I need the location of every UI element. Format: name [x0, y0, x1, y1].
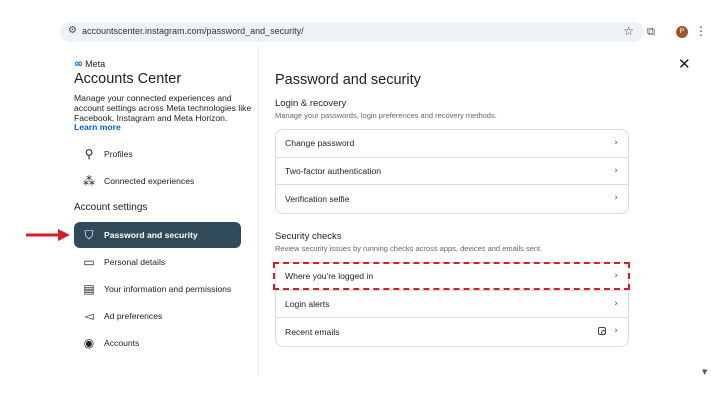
meta-infinity-icon: ∞	[74, 57, 84, 70]
nav-item-accounts[interactable]	[74, 330, 241, 356]
security-checks-description: Review security issues by running checks across apps, devices and emails sent.	[275, 244, 543, 253]
login-recovery-description: Manage your passwords, login preferences and recovery methods.	[275, 111, 497, 120]
nav-item-connected-experiences[interactable]	[74, 168, 241, 194]
nav-item-personal-details[interactable]	[74, 249, 241, 275]
chevron-right-icon: ›	[614, 138, 618, 148]
chevron-right-icon: ›	[614, 298, 618, 309]
row-label: Verification selfie	[285, 193, 350, 204]
megaphone-icon: ◅	[84, 309, 94, 323]
connected-icon: ⁂	[83, 174, 95, 188]
account-settings-heading: Account settings	[74, 202, 148, 213]
browser-menu-icon[interactable]: ⋮	[695, 24, 707, 38]
site-info-icon[interactable]: ⚙	[68, 25, 77, 36]
page-title: Password and security	[275, 72, 421, 88]
chevron-right-icon: ›	[614, 193, 618, 203]
row-label: Where you're logged in	[285, 271, 374, 282]
verification-selfie-row[interactable]	[276, 185, 628, 213]
account-circle-icon: ◉	[83, 336, 95, 350]
red-arrow-icon	[26, 229, 70, 241]
instagram-icon	[598, 327, 606, 335]
login-alerts-row[interactable]	[276, 291, 628, 319]
person-icon: ⚲	[84, 147, 94, 161]
chevron-right-icon: ›	[614, 271, 618, 281]
shield-icon: ⛉	[84, 227, 94, 242]
nav-label: Connected experiences	[104, 176, 195, 186]
recent-emails-row[interactable]	[276, 318, 628, 346]
nav-label: Accounts	[104, 338, 140, 348]
nav-label: Password and security	[104, 230, 198, 240]
close-icon[interactable]: ✕	[678, 55, 691, 73]
url-text[interactable]: accountscenter.instagram.com/password_and_security/	[82, 26, 304, 36]
nav-item-profiles[interactable]	[74, 141, 241, 167]
extensions-icon[interactable]: ⧉	[647, 25, 655, 38]
security-checks-heading: Security checks	[275, 231, 342, 242]
document-icon: ▤	[83, 282, 95, 296]
row-label: Login alerts	[285, 298, 330, 309]
id-card-icon: ▭	[83, 255, 95, 269]
accounts-center-title: Accounts Center	[74, 71, 182, 87]
nav-item-password-and-security[interactable]	[74, 222, 241, 248]
chevron-right-icon: ›	[614, 326, 618, 336]
profile-avatar[interactable]: P	[676, 26, 688, 38]
address-bar[interactable]	[60, 22, 644, 42]
accounts-center-description: Manage your connected experiences and account settings across Meta technologies like Facebook, Instagram and Meta Horizon.	[74, 93, 252, 123]
nav-label: Your information and permissions	[104, 284, 232, 294]
nav-item-your-information[interactable]	[74, 276, 241, 302]
security-checks-card	[275, 262, 629, 347]
nav-label: Ad preferences	[104, 311, 163, 321]
meta-logo	[74, 57, 105, 70]
two-factor-row[interactable]	[276, 158, 628, 186]
nav-item-ad-preferences[interactable]	[74, 303, 241, 329]
change-password-row[interactable]	[276, 130, 628, 158]
nav-label: Personal details	[104, 257, 166, 267]
chevron-right-icon: ›	[614, 165, 618, 176]
browser-toolbar	[0, 20, 711, 44]
learn-more-link[interactable]: Learn more	[74, 122, 121, 132]
login-recovery-heading: Login & recovery	[275, 98, 347, 109]
panel-divider	[258, 46, 259, 376]
login-recovery-card	[275, 129, 629, 214]
bookmark-star-icon[interactable]: ☆	[623, 24, 634, 38]
scroll-down-icon[interactable]: ▼	[702, 368, 708, 376]
meta-logo-text: Meta	[85, 58, 106, 69]
where-logged-in-row[interactable]	[276, 263, 628, 291]
row-label: Recent emails	[285, 326, 340, 337]
row-label: Two-factor authentication	[285, 165, 382, 176]
nav-label: Profiles	[104, 149, 133, 159]
row-label: Change password	[285, 138, 355, 149]
